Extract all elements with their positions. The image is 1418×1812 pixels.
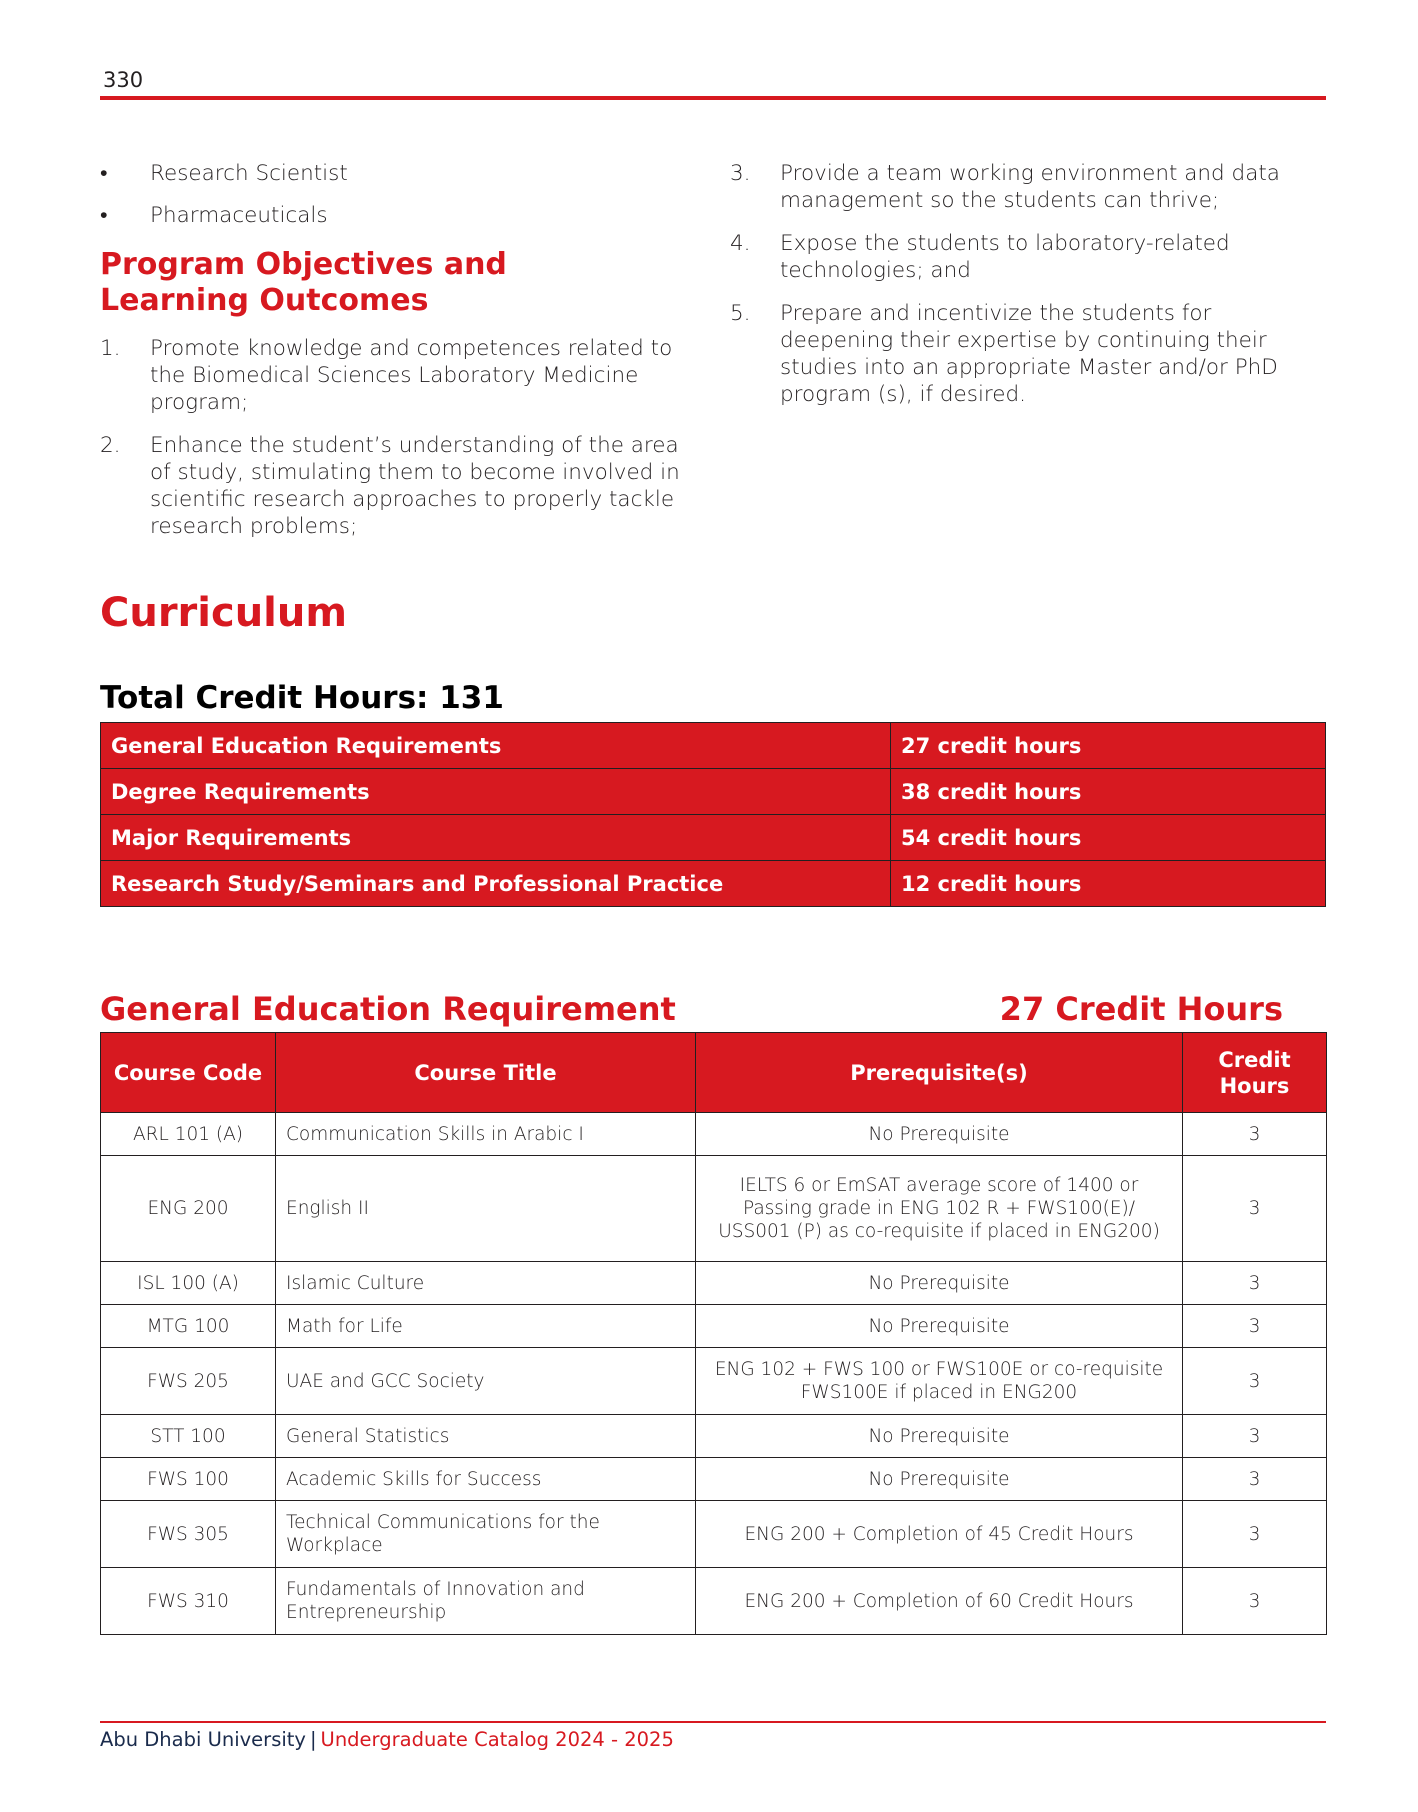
- left-column: [100, 160, 700, 556]
- course-title: Technical Communications for the Workplace: [276, 1501, 696, 1568]
- course-prereq: ENG 200 + Completion of 45 Credit Hours: [696, 1501, 1183, 1568]
- course-prereq: No Prerequisite: [696, 1113, 1183, 1156]
- course-title: Academic Skills for Success: [276, 1458, 696, 1501]
- table-row: [101, 1568, 1327, 1635]
- footer: [100, 1728, 674, 1751]
- course-code: FWS 100: [101, 1458, 276, 1501]
- course-code: STT 100: [101, 1415, 276, 1458]
- bullet-marker: •: [100, 161, 108, 186]
- objective-number: 5.: [730, 301, 751, 326]
- objective-item: [730, 160, 1330, 214]
- table-row: [101, 1501, 1327, 1568]
- footer-catalog: Undergraduate Catalog 2024 - 2025: [320, 1728, 674, 1751]
- summary-label: Major Requirements: [101, 815, 891, 861]
- course-code: MTG 100: [101, 1305, 276, 1348]
- course-prereq: No Prerequisite: [696, 1262, 1183, 1305]
- bullet-text: Research Scientist: [150, 161, 348, 186]
- objective-item: [100, 335, 700, 416]
- summary-label: General Education Requirements: [101, 723, 891, 769]
- objective-text: Provide a team working environment and data management so the students can thrive;: [780, 161, 1280, 213]
- course-title: General Statistics: [276, 1415, 696, 1458]
- course-title: Fundamentals of Innovation and Entrepreneurship: [276, 1568, 696, 1635]
- objective-item: [100, 432, 700, 540]
- page-number: 330: [103, 68, 144, 92]
- bullet-text: Pharmaceuticals: [150, 203, 328, 228]
- course-hours: 3: [1183, 1568, 1327, 1635]
- curriculum-heading: Curriculum: [100, 590, 348, 636]
- gen-ed-hours-heading: 27 Credit Hours: [999, 990, 1283, 1028]
- course-title: UAE and GCC Society: [276, 1348, 696, 1415]
- table-row: [101, 1156, 1327, 1262]
- table-row: [101, 769, 1326, 815]
- objective-text: Expose the students to laboratory-related technologies; and: [780, 231, 1230, 283]
- bullet-item: [100, 202, 700, 229]
- table-row: [101, 1348, 1327, 1415]
- footer-separator: |: [309, 1728, 317, 1751]
- course-title: English II: [276, 1156, 696, 1262]
- objective-number: 4.: [730, 231, 751, 256]
- course-code: ENG 200: [101, 1156, 276, 1262]
- bullet-marker: •: [100, 203, 108, 228]
- course-hours: 3: [1183, 1156, 1327, 1262]
- summary-label: Research Study/Seminars and Professional Practice: [101, 861, 891, 907]
- total-credit-hours: Total Credit Hours: 131: [100, 680, 504, 716]
- right-column: [730, 160, 1330, 424]
- table-row: [101, 723, 1326, 769]
- column-header-prereq: Prerequisite(s): [696, 1033, 1183, 1113]
- objective-number: 2.: [100, 433, 121, 458]
- course-title: Math for Life: [276, 1305, 696, 1348]
- course-hours: 3: [1183, 1458, 1327, 1501]
- credit-summary-table: [100, 722, 1326, 907]
- course-code: FWS 305: [101, 1501, 276, 1568]
- objective-text: Enhance the student’s understanding of the area of study, stimulating them to become involved in scientific research approaches to properly tackle research problems;: [150, 433, 680, 539]
- summary-hours: 54 credit hours: [891, 815, 1326, 861]
- table-row: [101, 1113, 1327, 1156]
- course-prereq: ENG 102 + FWS 100 or FWS100E or co-requisite FWS100E if placed in ENG200: [696, 1348, 1183, 1415]
- objective-item: [730, 230, 1330, 284]
- table-header-row: [101, 1033, 1327, 1113]
- table-row: [101, 1262, 1327, 1305]
- column-header-hours: Credit Hours: [1183, 1033, 1327, 1113]
- course-prereq: No Prerequisite: [696, 1415, 1183, 1458]
- table-row: [101, 861, 1326, 907]
- course-hours: 3: [1183, 1113, 1327, 1156]
- objective-item: [730, 300, 1330, 408]
- course-hours: 3: [1183, 1262, 1327, 1305]
- table-row: [101, 1415, 1327, 1458]
- objective-number: 3.: [730, 161, 751, 186]
- course-prereq: ENG 200 + Completion of 60 Credit Hours: [696, 1568, 1183, 1635]
- course-title: Communication Skills in Arabic I: [276, 1113, 696, 1156]
- table-row: [101, 815, 1326, 861]
- table-row: [101, 1305, 1327, 1348]
- objective-number: 1.: [100, 336, 121, 361]
- column-header-title: Course Title: [276, 1033, 696, 1113]
- course-code: FWS 205: [101, 1348, 276, 1415]
- objective-text: Promote knowledge and competences related to the Biomedical Sciences Laboratory Medicine program;: [150, 336, 673, 415]
- objective-text: Prepare and incentivize the students for deepening their expertise by continuing their studies into an appropriate Master and/or PhD program (s), if desired.: [780, 301, 1278, 407]
- bullet-item: [100, 160, 700, 187]
- course-code: FWS 310: [101, 1568, 276, 1635]
- course-prereq: No Prerequisite: [696, 1305, 1183, 1348]
- course-hours: 3: [1183, 1415, 1327, 1458]
- course-hours: 3: [1183, 1348, 1327, 1415]
- gen-ed-heading: General Education Requirement: [100, 990, 676, 1028]
- course-code: ARL 101 (A): [101, 1113, 276, 1156]
- course-title: Islamic Culture: [276, 1262, 696, 1305]
- summary-hours: 38 credit hours: [891, 769, 1326, 815]
- footer-rule: [100, 1721, 1326, 1723]
- summary-label: Degree Requirements: [101, 769, 891, 815]
- summary-hours: 27 credit hours: [891, 723, 1326, 769]
- footer-org: Abu Dhabi University: [100, 1728, 306, 1751]
- objectives-heading: Program Objectives and Learning Outcomes: [100, 247, 507, 318]
- column-header-code: Course Code: [101, 1033, 276, 1113]
- course-prereq: IELTS 6 or EmSAT average score of 1400 or Passing grade in ENG 102 R + FWS100(E)/ USS001 (P) as co-requisite if placed in ENG200): [696, 1156, 1183, 1262]
- table-row: [101, 1458, 1327, 1501]
- gen-ed-course-table: [100, 1032, 1327, 1635]
- course-prereq: No Prerequisite: [696, 1458, 1183, 1501]
- course-hours: 3: [1183, 1305, 1327, 1348]
- course-code: ISL 100 (A): [101, 1262, 276, 1305]
- header-rule: [100, 96, 1326, 100]
- course-hours: 3: [1183, 1501, 1327, 1568]
- summary-hours: 12 credit hours: [891, 861, 1326, 907]
